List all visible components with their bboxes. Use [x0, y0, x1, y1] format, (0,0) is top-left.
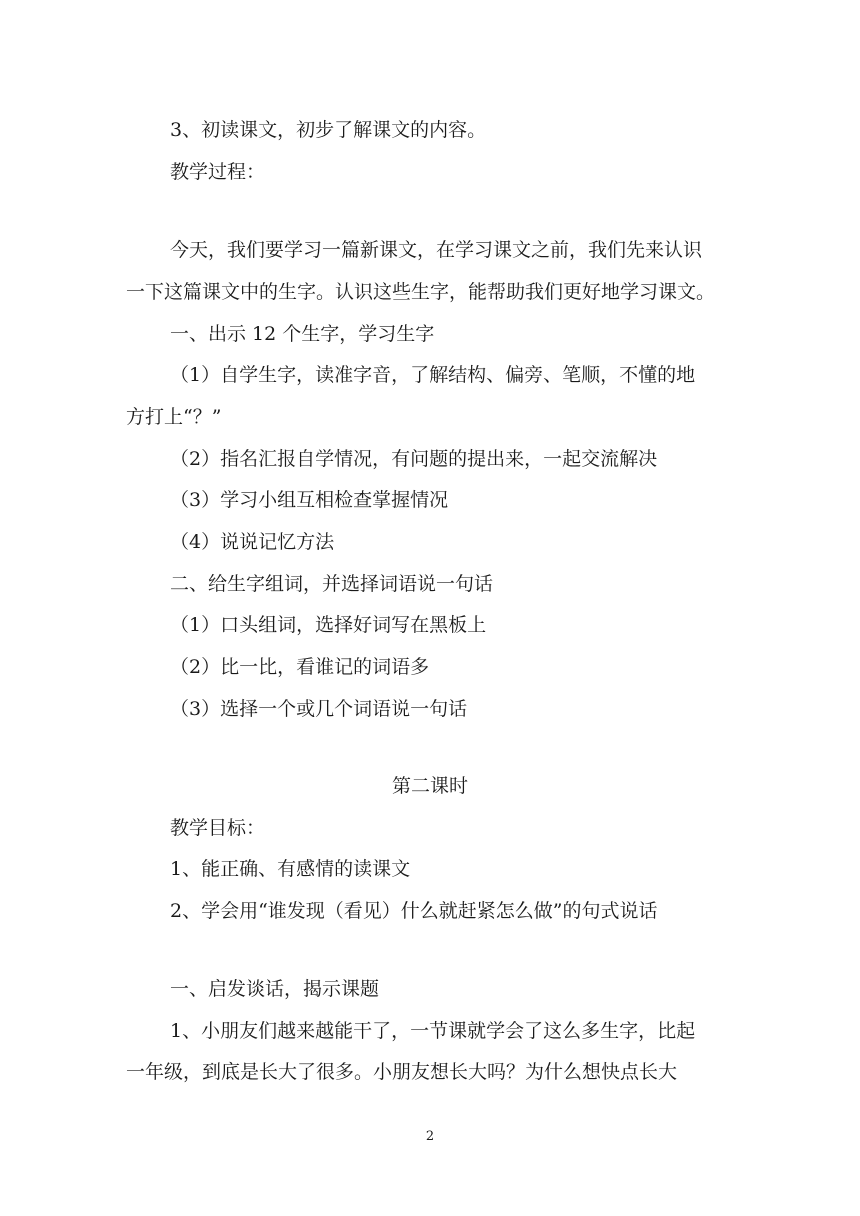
text-line: 2、学会用“谁发现（看见）什么就赶紧怎么做”的句式说话	[170, 900, 658, 922]
text-line: 一年级，到底是长大了很多。小朋友想长大吗？为什么想快点长大	[126, 1061, 678, 1083]
text-line: 方打上“？”	[126, 406, 222, 428]
text-line: 教学过程：	[170, 161, 266, 183]
text-line: （1）口头组词，选择好词写在黑板上	[170, 614, 487, 636]
page-number: 2	[425, 1129, 435, 1144]
text-line: 1、小朋友们越来越能干了，一节课就学会了这么多生字，比起	[170, 1020, 696, 1042]
text-line: 1、能正确、有感情的读课文	[170, 858, 411, 880]
text-line: （3）学习小组互相检查掌握情况	[170, 489, 449, 511]
text-line: 一下这篇课文中的生字。认识这些生字，能帮助我们更好地学习课文。	[126, 281, 716, 303]
lesson-title: 第二课时	[391, 775, 468, 797]
text-line: （3）选择一个或几个词语说一句话	[170, 698, 468, 720]
text-line: 今天，我们要学习一篇新课文，在学习课文之前，我们先来认识	[170, 239, 703, 261]
text-line: 3、初读课文，初步了解课文的内容。	[170, 119, 487, 141]
text-line: （2）比一比，看谁记的词语多	[170, 656, 430, 678]
text-line: （1）自学生字，读准字音，了解结构、偏旁、笔顺，不懂的地	[170, 364, 696, 386]
text-line: 教学目标：	[170, 817, 266, 839]
section-heading: 一、启发谈话，揭示课题	[170, 978, 380, 1000]
section-heading: 一、出示 12 个生字，学习生字	[170, 323, 435, 345]
text-line: （2）指名汇报自学情况，有问题的提出来，一起交流解决	[170, 448, 658, 470]
text-line: （4）说说记忆方法	[170, 531, 335, 553]
section-heading: 二、给生字组词，并选择词语说一句话	[170, 573, 494, 595]
